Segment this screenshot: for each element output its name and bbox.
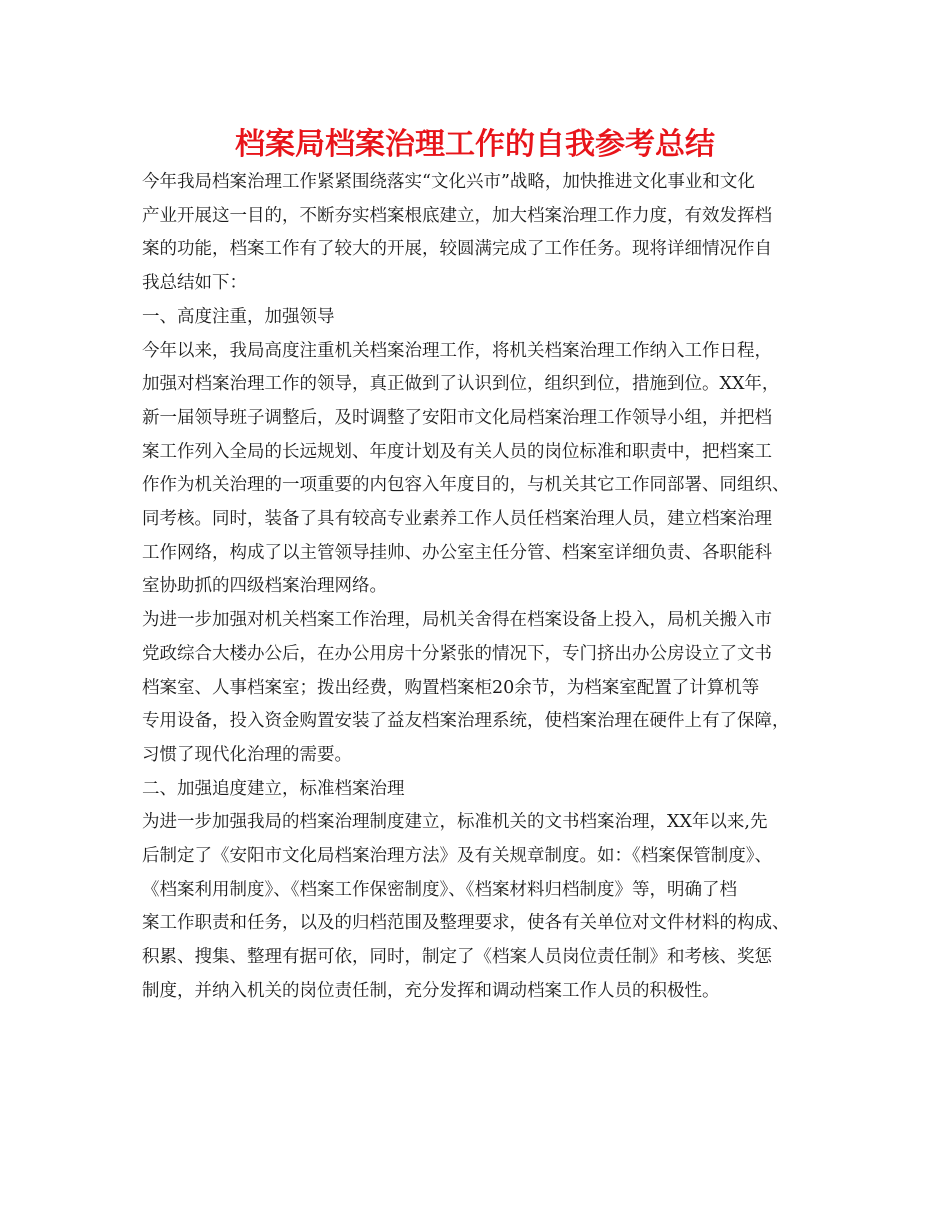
body-text-line: 案的功能，档案工作有了较大的开展，较圆满完成了工作任务。现将详细情况作自 bbox=[142, 239, 772, 260]
body-text-line: 一、高度注重，加强领导 bbox=[142, 306, 335, 327]
body-text-line: 加强对档案治理工作的领导，真正做到了认识到位，组织到位，措施到位。XX年， bbox=[142, 374, 780, 395]
body-text-line: 为进一步加强我局的档案治理制度建立，标准机关的文书档案治理，XX年以来,先 bbox=[142, 812, 768, 833]
body-text-line: 产业开展这一目的，不断夯实档案根底建立，加大档案治理工作力度，有效发挥档 bbox=[142, 205, 772, 226]
body-text-line: 今年我局档案治理工作紧紧围绕落实“文化兴市”战略，加快推进文化事业和文化 bbox=[142, 172, 755, 192]
body-text-line: 案工作列入全局的长远规划、年度计划及有关人员的岗位标准和职责中，把档案工 bbox=[142, 441, 772, 462]
body-text-line: 我总结如下： bbox=[142, 273, 247, 294]
document-title: 档案局档案治理工作的自我参考总结 bbox=[235, 127, 715, 162]
body-text-line: 档案室、人事档案室；拨出经费，购置档案柜20余节，为档案室配置了计算机等 bbox=[142, 677, 760, 698]
body-text-line: 专用设备，投入资金购置安装了益友档案治理系统，使档案治理在硬件上有了保障， bbox=[142, 711, 790, 732]
body-text-line: 党政综合大楼办公后，在办公用房十分紧张的情况下，专门挤出办公房设立了文书 bbox=[142, 643, 772, 664]
body-text-line: 二、加强追度建立，标准档案治理 bbox=[142, 778, 405, 799]
body-text-line: 同考核。同时，装备了具有较高专业素养工作人员任档案治理人员，建立档案治理 bbox=[142, 509, 772, 529]
body-text-line: 案工作职责和任务，以及的归档范围及整理要求，使各有关单位对文件材料的构成、 bbox=[142, 913, 790, 934]
body-text-line: 作作为机关治理的一项重要的内包容入年度目的，与机关其它工作同部署、同组织、 bbox=[142, 475, 790, 496]
body-text-line: 今年以来，我局高度注重机关档案治理工作，将机关档案治理工作纳入工作日程， bbox=[142, 340, 772, 361]
body-text-line: 室协助抓的四级档案治理网络。 bbox=[142, 576, 387, 597]
body-text-line: 新一届领导班子调整后，及时调整了安阳市文化局档案治理工作领导小组，并把档 bbox=[142, 407, 772, 428]
body-text-line: 为进一步加强对机关档案工作治理，局机关舍得在档案设备上投入，局机关搬入市 bbox=[142, 610, 772, 631]
body-text-line: 制度，并纳入机关的岗位责任制，充分发挥和调动档案工作人员的积极性。 bbox=[142, 980, 720, 1001]
body-text-line: 后制定了《安阳市文化局档案治理方法》及有关规章制度。如：《档案保管制度》、 bbox=[142, 846, 772, 866]
body-text-line: 工作网络，构成了以主管领导挂帅、办公室主任分管、档案室详细负责、各职能科 bbox=[142, 542, 772, 563]
body-text-line: 《档案利用制度》、《档案工作保密制度》、《档案材料归档制度》等，明确了档 bbox=[142, 879, 737, 900]
body-text-line: 习惯了现代化治理的需要。 bbox=[142, 744, 352, 765]
body-text-line: 积累、搜集、整理有据可依，同时，制定了《档案人员岗位责任制》和考核、奖惩 bbox=[142, 947, 772, 968]
